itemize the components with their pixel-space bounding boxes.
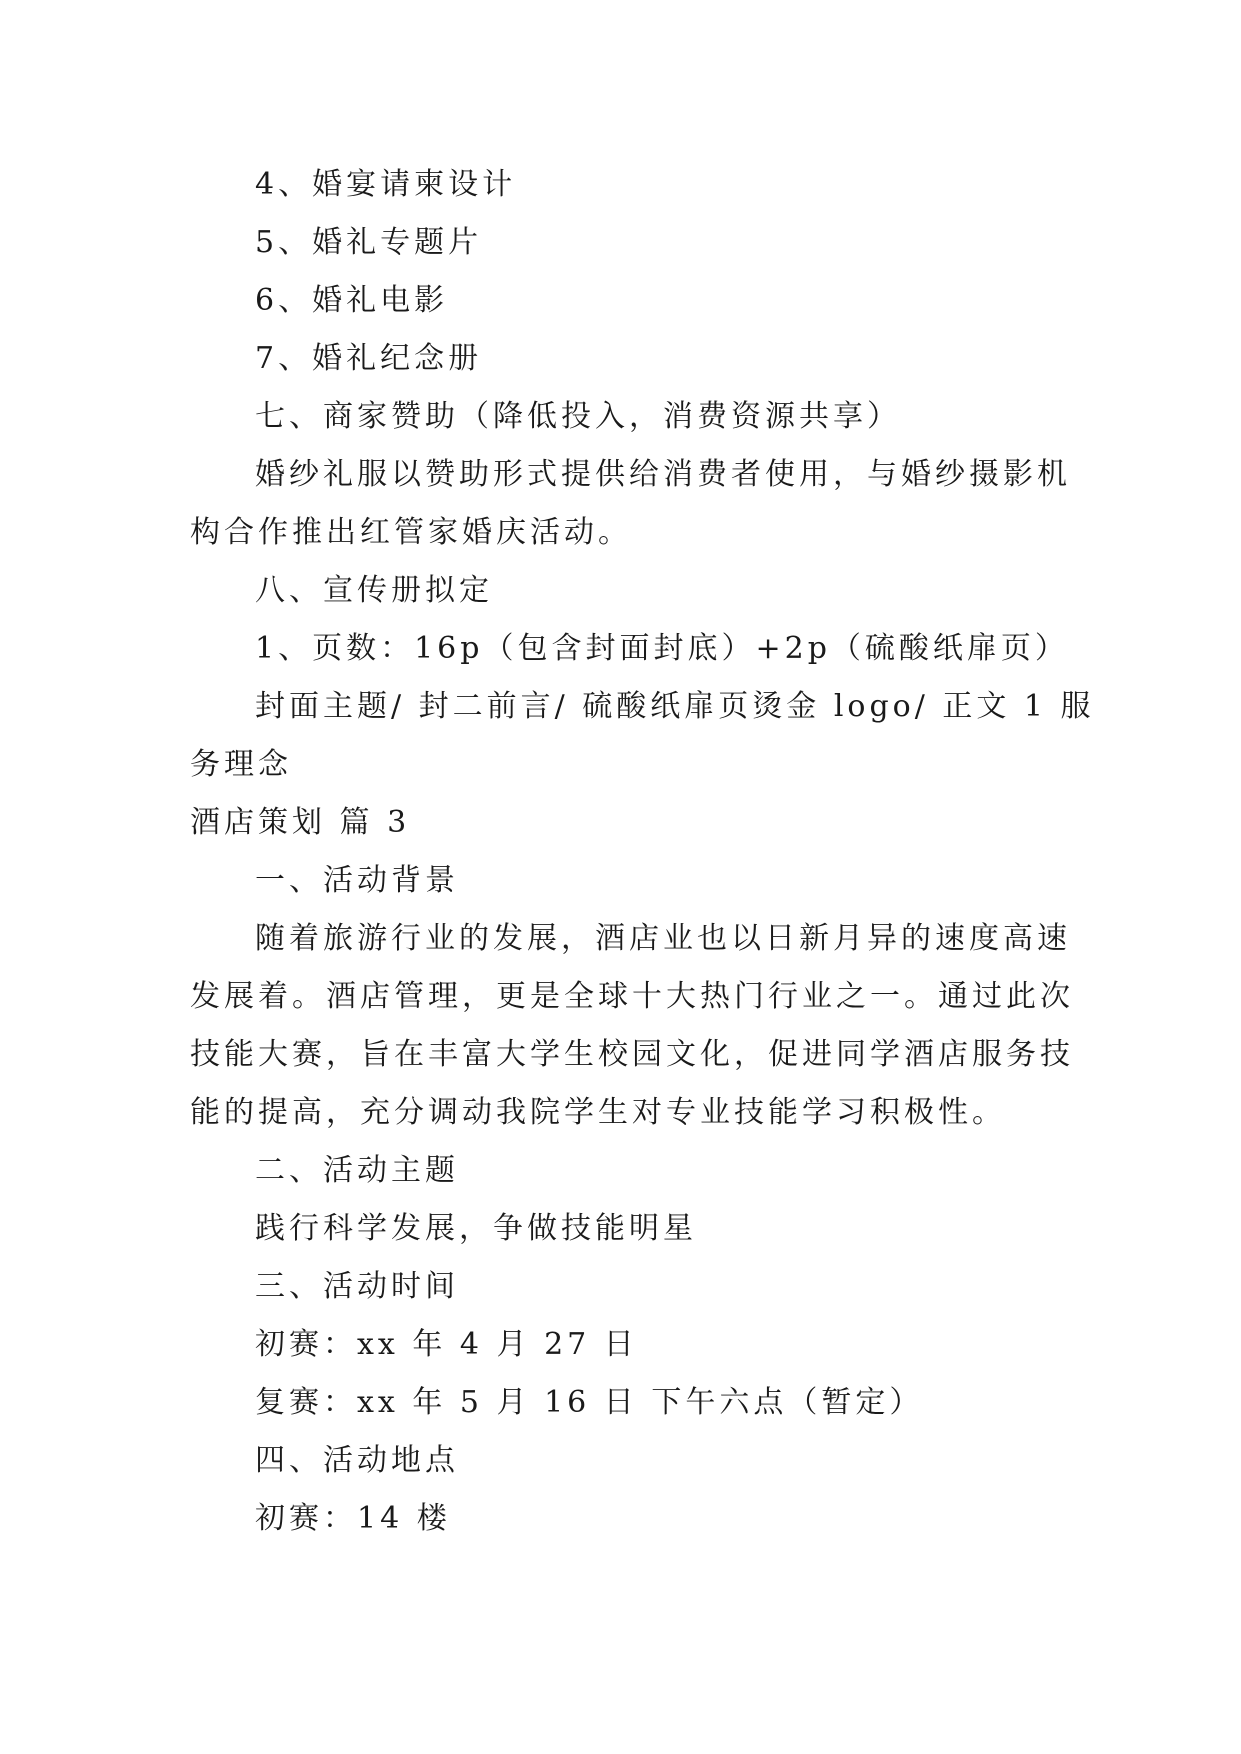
paragraph-line: 构合作推出红管家婚庆活动。 [190, 515, 632, 550]
section-heading: 四、活动地点 [255, 1443, 459, 1478]
section-heading: 七、商家赞助（降低投入，消费资源共享） [255, 399, 901, 434]
section-heading: 八、宣传册拟定 [255, 573, 493, 608]
text-line: 1、页数：16p（包含封面封底）+2p（硫酸纸扉页） [255, 631, 1069, 666]
paragraph-line: 务理念 [190, 747, 292, 782]
section-heading: 二、活动主题 [255, 1153, 459, 1188]
paragraph-line: 封面主题/ 封二前言/ 硫酸纸扉页烫金 logo/ 正文 1 服 [255, 689, 1095, 724]
section-heading: 一、活动背景 [255, 863, 459, 898]
text-line: 复赛：xx 年 5 月 16 日 下午六点（暂定） [255, 1385, 924, 1420]
text-line: 5、婚礼专题片 [255, 225, 483, 260]
text-line: 践行科学发展，争做技能明星 [255, 1211, 697, 1246]
section-heading: 三、活动时间 [255, 1269, 459, 1304]
paragraph-line: 婚纱礼服以赞助形式提供给消费者使用，与婚纱摄影机 [255, 457, 1071, 492]
text-line: 4、婚宴请柬设计 [255, 167, 517, 202]
text-line: 初赛：14 楼 [255, 1501, 451, 1536]
paragraph-line: 发展着。酒店管理，更是全球十大热门行业之一。通过此次 [190, 979, 1074, 1014]
paragraph-line: 随着旅游行业的发展，酒店业也以日新月异的速度高速 [255, 921, 1071, 956]
paragraph-line: 技能大赛，旨在丰富大学生校园文化，促进同学酒店服务技 [190, 1037, 1074, 1072]
text-line: 7、婚礼纪念册 [255, 341, 483, 376]
text-line: 初赛：xx 年 4 月 27 日 [255, 1327, 638, 1362]
text-line: 6、婚礼电影 [255, 283, 449, 318]
paragraph-line: 能的提高，充分调动我院学生对专业技能学习积极性。 [190, 1095, 1006, 1130]
article-title: 酒店策划 篇 3 [190, 805, 411, 840]
